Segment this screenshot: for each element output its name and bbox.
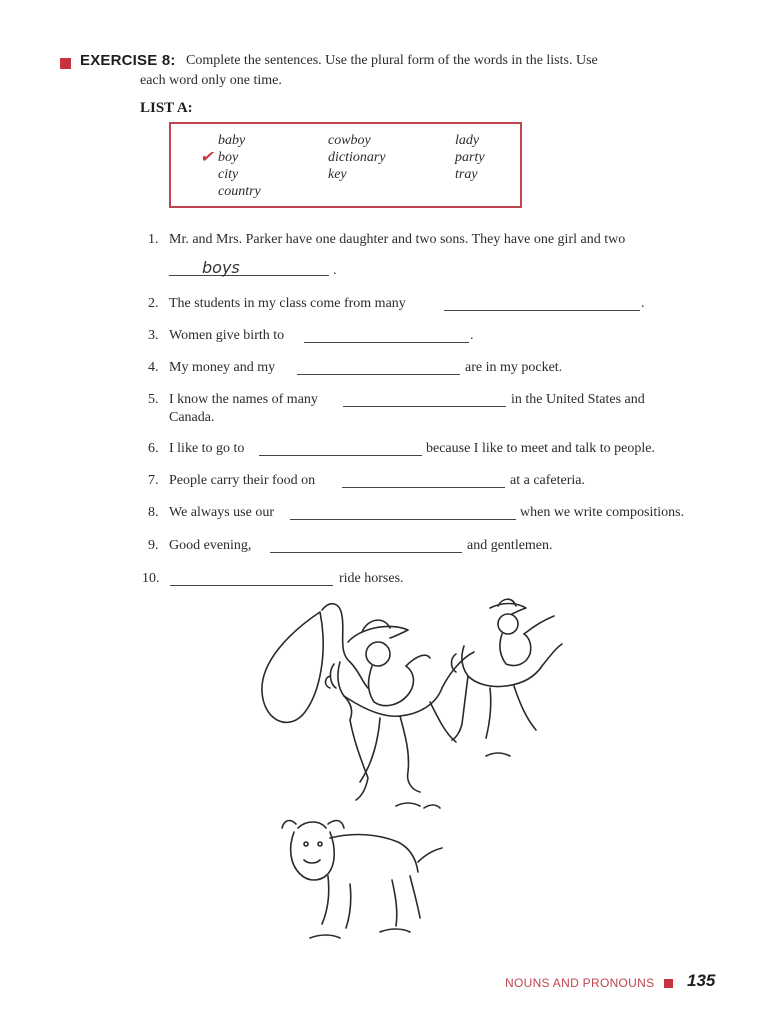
instruction-line-2: each word only one time. (140, 73, 282, 88)
sentence-number: 10. (142, 571, 160, 586)
footer-section-title: NOUNS AND PRONOUNS (505, 976, 655, 990)
answer-blank[interactable] (270, 538, 462, 553)
sentence-text: The students in my class come from many (169, 296, 406, 311)
sentence-text: Good evening, (169, 538, 252, 553)
word-item: cowboy (328, 133, 371, 148)
word-item: lady (455, 133, 480, 148)
answer-blank[interactable] (444, 296, 640, 311)
sentence-text-end: and gentlemen. (467, 538, 553, 553)
sentence-number: 4. (148, 360, 159, 375)
answer-blank[interactable] (169, 261, 329, 276)
sentence-number: 9. (148, 538, 159, 553)
answer-blank[interactable] (297, 360, 460, 375)
word-item: dictionary (328, 150, 386, 165)
answer-blank[interactable] (304, 328, 469, 343)
check-mark-icon: ✔ (200, 149, 214, 166)
cowboy-illustration (250, 592, 570, 952)
word-item: country (218, 184, 261, 199)
sentence-number: 2. (148, 296, 159, 311)
sentence-text-end: at a cafeteria. (510, 473, 585, 488)
word-item: key (328, 167, 347, 182)
sentence-text: Women give birth to (169, 328, 285, 343)
sentence-text-end: in the United States and (511, 392, 645, 407)
answer-blank[interactable] (290, 505, 516, 520)
sentence-number: 5. (148, 392, 159, 407)
sentence-text: I know the names of many (169, 392, 318, 407)
word-item: boy (218, 150, 239, 165)
exercise-label: EXERCISE 8: (80, 52, 176, 69)
sentence-text-end: because I like to meet and talk to people. (426, 441, 655, 456)
instruction-line-1: Complete the sentences. Use the plural form of the words in the lists. Use (186, 53, 598, 68)
answer-blank[interactable] (170, 571, 333, 586)
word-item: baby (218, 133, 246, 148)
sentence-text: People carry their food on (169, 473, 316, 488)
word-item: tray (455, 167, 478, 182)
sentence-text: Mr. and Mrs. Parker have one daughter and two sons. They have one girl and two (169, 232, 626, 247)
sentence-number: 3. (148, 328, 159, 343)
square-bullet-icon (60, 58, 71, 69)
sentence-number: 1. (148, 232, 159, 247)
word-item: party (455, 150, 485, 165)
sentence-text-end: are in my pocket. (465, 360, 563, 375)
word-item: city (218, 167, 239, 182)
sentence-text-end: when we write compositions. (520, 505, 685, 520)
sentence-number: 7. (148, 473, 159, 488)
answer-blank[interactable] (342, 473, 505, 488)
list-title: LIST A: (140, 100, 193, 116)
sentence-text: My money and my (169, 360, 276, 375)
answer-blank[interactable] (259, 441, 422, 456)
example-answer: boys (202, 258, 240, 277)
square-bullet-icon (664, 979, 673, 988)
page-number: 135 (687, 971, 716, 990)
sentence-text: We always use our (169, 505, 275, 520)
sentence-number: 8. (148, 505, 159, 520)
sentence-text-end: ride horses. (339, 571, 404, 586)
sentence-number: 6. (148, 441, 159, 456)
sentence-text: I like to go to (169, 441, 245, 456)
sentence-text-cont: Canada. (169, 410, 215, 425)
answer-blank[interactable] (343, 392, 506, 407)
